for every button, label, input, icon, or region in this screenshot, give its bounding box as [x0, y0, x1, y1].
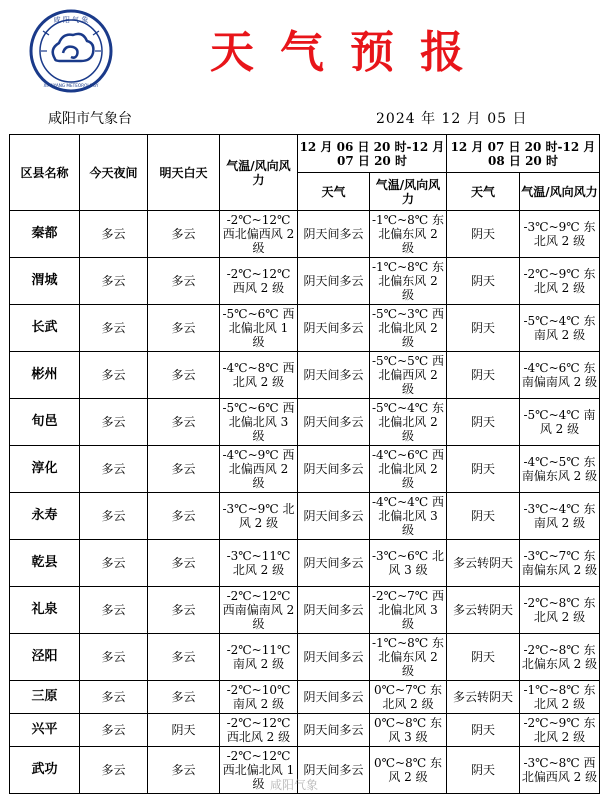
p2-temp-wind: -3℃~9℃ 东北风 2 级 [520, 211, 600, 258]
tonight-weather: 多云 [80, 305, 148, 352]
tomorrow-weather: 多云 [148, 258, 220, 305]
tomorrow-weather: 多云 [148, 352, 220, 399]
tomorrow-weather: 多云 [148, 305, 220, 352]
p1-temp-wind: 0℃~7℃ 东北风 2 级 [370, 681, 447, 714]
tonight-weather: 多云 [80, 681, 148, 714]
temp-wind: -2℃~11℃ 南风 2 级 [220, 634, 298, 681]
tomorrow-weather: 多云 [148, 540, 220, 587]
header-p2-temp-wind: 气温/风向风力 [520, 173, 600, 211]
p1-temp-wind: -4℃~4℃ 西北偏北风 3 级 [370, 493, 447, 540]
watermark: 咸阳气象 [270, 778, 319, 792]
header-p2-weather: 天气 [447, 173, 520, 211]
p1-weather: 阴天间多云 [298, 399, 370, 446]
district-name: 泾阳 [10, 634, 80, 681]
p2-weather: 阴天 [447, 399, 520, 446]
p1-temp-wind: -1℃~8℃ 东北偏东风 2 级 [370, 211, 447, 258]
meteorology-logo [29, 9, 113, 93]
temp-wind: -2℃~12℃ 西北风 2 级 [220, 714, 298, 747]
p2-temp-wind: -3℃~7℃ 东南偏东风 2 级 [520, 540, 600, 587]
p2-weather: 阴天 [447, 258, 520, 305]
header-p1-weather: 天气 [298, 173, 370, 211]
tonight-weather: 多云 [80, 747, 148, 794]
tonight-weather: 多云 [80, 399, 148, 446]
tonight-weather: 多云 [80, 493, 148, 540]
tomorrow-weather: 多云 [148, 446, 220, 493]
p2-weather: 阴天 [447, 714, 520, 747]
header-temp-wind: 气温/风向风力 [220, 135, 298, 211]
header-period-1: 12 月 06 日 20 时-12 月 07 日 20 时 [298, 135, 447, 173]
table-row [10, 305, 600, 352]
header-district: 区县名称 [10, 135, 80, 211]
table-row [10, 211, 600, 258]
temp-wind: -3℃~11℃ 北风 2 级 [220, 540, 298, 587]
tomorrow-weather: 阴天 [148, 714, 220, 747]
p1-weather: 阴天间多云 [298, 305, 370, 352]
temp-wind: -4℃~8℃ 西北风 2 级 [220, 352, 298, 399]
p2-temp-wind: -3℃~4℃ 东南风 2 级 [520, 493, 600, 540]
p1-weather: 阴天间多云 [298, 211, 370, 258]
district-name: 渭城 [10, 258, 80, 305]
temp-wind: -5℃~6℃ 西北偏北风 3 级 [220, 399, 298, 446]
p1-weather: 阴天间多云 [298, 587, 370, 634]
table-row [10, 681, 600, 714]
tomorrow-weather: 多云 [148, 587, 220, 634]
table-row [10, 258, 600, 305]
p2-temp-wind: -2℃~9℃ 东北风 2 级 [520, 258, 600, 305]
district-name: 旬邑 [10, 399, 80, 446]
p1-temp-wind: -2℃~7℃ 西北偏北风 3 级 [370, 587, 447, 634]
tonight-weather: 多云 [80, 714, 148, 747]
p2-weather: 阴天 [447, 747, 520, 794]
page-title: 天气预报 [210, 27, 490, 78]
p1-temp-wind: -5℃~5℃ 西北偏西风 2 级 [370, 352, 447, 399]
tomorrow-weather: 多云 [148, 634, 220, 681]
tonight-weather: 多云 [80, 540, 148, 587]
p2-temp-wind: -5℃~4℃ 东南风 2 级 [520, 305, 600, 352]
header-p1-temp-wind: 气温/风向风力 [370, 173, 447, 211]
svg-text:XIANYANG METEOROLOGY: XIANYANG METEOROLOGY [43, 83, 99, 88]
table-row [10, 540, 600, 587]
district-name: 长武 [10, 305, 80, 352]
tonight-weather: 多云 [80, 258, 148, 305]
p1-weather: 阴天间多云 [298, 258, 370, 305]
table-row [10, 352, 600, 399]
svg-text:咸 阳 气 象: 咸 阳 气 象 [53, 16, 89, 24]
p2-temp-wind: -4℃~6℃ 东南偏南风 2 级 [520, 352, 600, 399]
tomorrow-weather: 多云 [148, 681, 220, 714]
p2-weather: 阴天 [447, 211, 520, 258]
p2-weather: 多云转阴天 [447, 587, 520, 634]
tonight-weather: 多云 [80, 352, 148, 399]
p2-weather: 多云转阴天 [447, 540, 520, 587]
temp-wind: -2℃~12℃ 西北偏西风 2 级 [220, 211, 298, 258]
tonight-weather: 多云 [80, 634, 148, 681]
p2-temp-wind: -2℃~8℃ 东北偏东风 2 级 [520, 634, 600, 681]
tonight-weather: 多云 [80, 211, 148, 258]
table-row [10, 446, 600, 493]
p1-temp-wind: -5℃~3℃ 西北偏北风 2 级 [370, 305, 447, 352]
p2-temp-wind: -1℃~8℃ 东北风 2 级 [520, 681, 600, 714]
temp-wind: -2℃~12℃ 西风 2 级 [220, 258, 298, 305]
district-name: 永寿 [10, 493, 80, 540]
p2-weather: 阴天 [447, 493, 520, 540]
p2-temp-wind: -5℃~4℃ 南风 2 级 [520, 399, 600, 446]
district-name: 三原 [10, 681, 80, 714]
district-name: 彬州 [10, 352, 80, 399]
p1-weather: 阴天间多云 [298, 352, 370, 399]
p1-weather: 阴天间多云 [298, 747, 370, 794]
p1-weather: 阴天间多云 [298, 540, 370, 587]
p1-temp-wind: 0℃~8℃ 东风 3 级 [370, 714, 447, 747]
p1-weather: 阴天间多云 [298, 714, 370, 747]
tonight-weather: 多云 [80, 587, 148, 634]
temp-wind: -5℃~6℃ 西北偏北风 1 级 [220, 305, 298, 352]
tonight-weather: 多云 [80, 446, 148, 493]
p1-weather: 阴天间多云 [298, 493, 370, 540]
p2-weather: 阴天 [447, 305, 520, 352]
header-tonight: 今天夜间 [80, 135, 148, 211]
district-name: 兴平 [10, 714, 80, 747]
temp-wind: -2℃~12℃ 西北偏北风 1 级 [220, 747, 298, 794]
p1-temp-wind: -1℃~8℃ 东北偏东风 2 级 [370, 258, 447, 305]
issuing-office: 咸阳市气象台 [48, 111, 132, 127]
p2-weather: 阴天 [447, 634, 520, 681]
table-row [10, 587, 600, 634]
p1-weather: 阴天间多云 [298, 446, 370, 493]
p1-temp-wind: 0℃~8℃ 东风 2 级 [370, 747, 447, 794]
p2-temp-wind: -3℃~8℃ 西北偏西风 2 级 [520, 747, 600, 794]
p2-temp-wind: -2℃~8℃ 东北风 2 级 [520, 587, 600, 634]
p2-weather: 阴天 [447, 446, 520, 493]
district-name: 礼泉 [10, 587, 80, 634]
header-period-2: 12 月 07 日 20 时-12 月 08 日 20 时 [447, 135, 600, 173]
table-row [10, 493, 600, 540]
p2-weather: 多云转阴天 [447, 681, 520, 714]
p1-temp-wind: -3℃~6℃ 北风 3 级 [370, 540, 447, 587]
p1-weather: 阴天间多云 [298, 681, 370, 714]
table-row [10, 399, 600, 446]
p1-weather: 阴天间多云 [298, 634, 370, 681]
temp-wind: -3℃~9℃ 北风 2 级 [220, 493, 298, 540]
p2-temp-wind: -2℃~9℃ 东北风 2 级 [520, 714, 600, 747]
p1-temp-wind: -1℃~8℃ 东北偏东风 2 级 [370, 634, 447, 681]
header-tomorrow: 明天白天 [148, 135, 220, 211]
district-name: 秦都 [10, 211, 80, 258]
issue-date: 2024 年 12 月 05 日 [376, 111, 528, 127]
tomorrow-weather: 多云 [148, 747, 220, 794]
p2-weather: 阴天 [447, 352, 520, 399]
tomorrow-weather: 多云 [148, 399, 220, 446]
p1-temp-wind: -4℃~6℃ 西北偏北风 2 级 [370, 446, 447, 493]
district-name: 武功 [10, 747, 80, 794]
forecast-table [9, 134, 600, 794]
tomorrow-weather: 多云 [148, 493, 220, 540]
tomorrow-weather: 多云 [148, 211, 220, 258]
district-name: 乾县 [10, 540, 80, 587]
temp-wind: -2℃~10℃ 南风 2 级 [220, 681, 298, 714]
temp-wind: -2℃~12℃ 西南偏南风 2 级 [220, 587, 298, 634]
district-name: 淳化 [10, 446, 80, 493]
table-row [10, 714, 600, 747]
temp-wind: -4℃~9℃ 西北偏西风 2 级 [220, 446, 298, 493]
p2-temp-wind: -4℃~5℃ 东南偏东风 2 级 [520, 446, 600, 493]
p1-temp-wind: -5℃~4℃ 东北偏北风 2 级 [370, 399, 447, 446]
table-row [10, 634, 600, 681]
